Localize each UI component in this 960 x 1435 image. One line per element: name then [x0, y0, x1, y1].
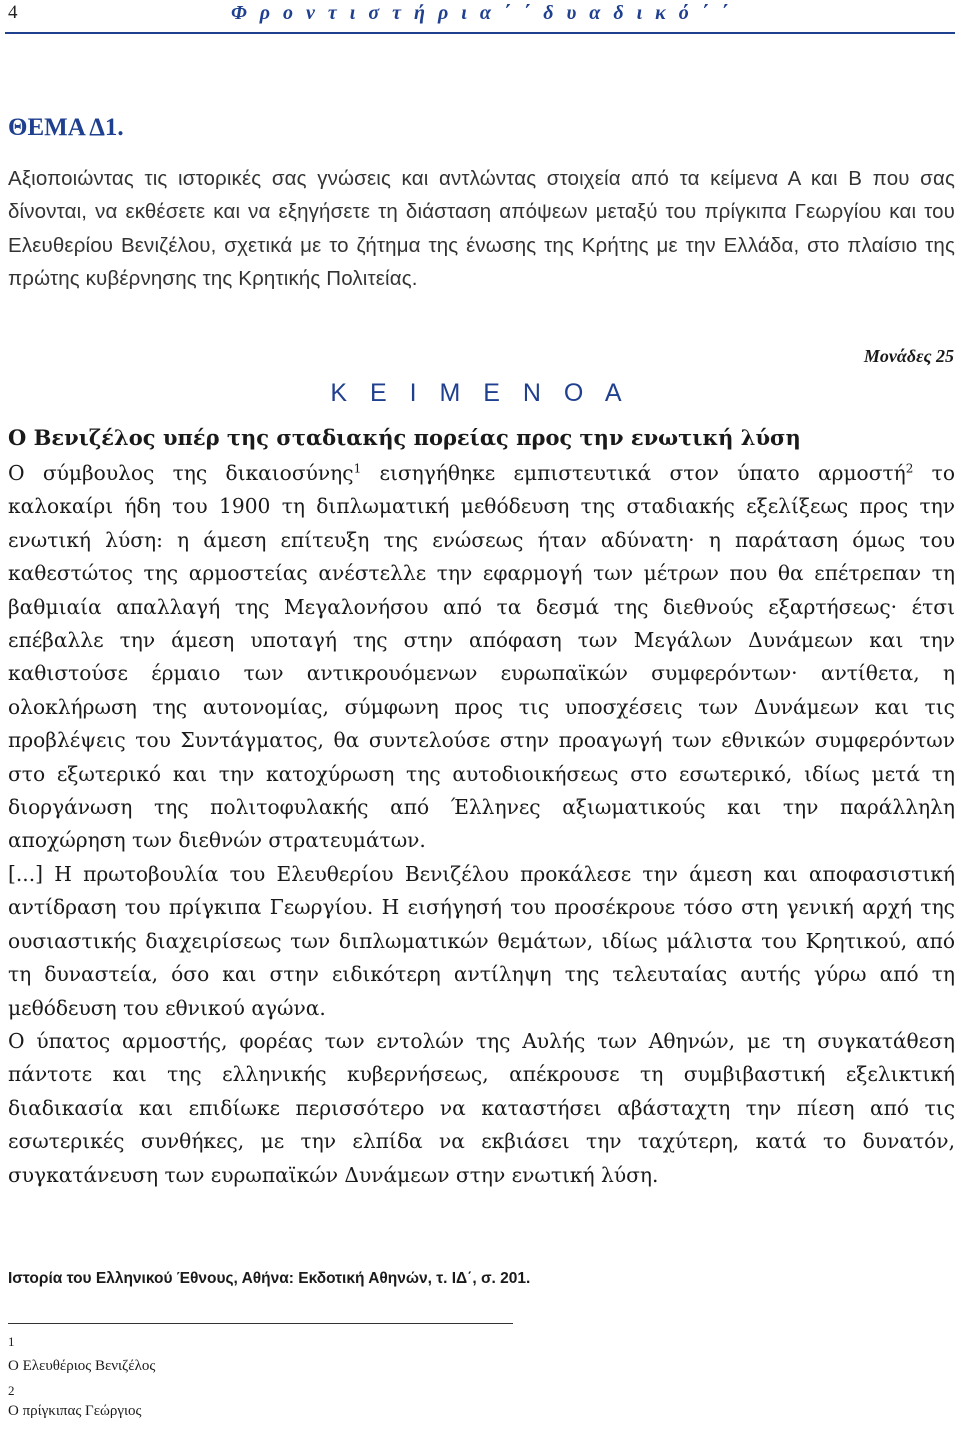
task-paragraph: Αξιοποιώντας τις ιστορικές σας γνώσεις και αντλώντας στοιχεία από τα κείμενα Α και Β που σας δίνονται, να εκθέσετε και να εξηγήσετε τη διάσταση απόψεων μεταξύ του πρίγκιπα Γεωργίου και του Ελευθερίου Βενιζέλου, σχετικά με το ζήτημα της ένωσης της Κρήτης με την Ελλάδα, στο πλαίσιο της πρώτης κυβέρνησης της Κρητικής Πολιτείας.	[8, 167, 955, 291]
footnote-number-2: 2	[8, 1383, 15, 1398]
source-paragraph-3: Ο ύπατος αρμοστής, φορέας των εντολών της Αυλής των Αθηνών, με τη συγκατάθεση πάντοτε και της ελληνικής κυβερνήσεως, απέκρουσε τη συμβιβαστική εξελικτική διαδικασία και επιδίωκε περισσότερο να καταστήσει αβάσταχτη την πίεση από τις εσωτερικές συνθήκες, με την ελπίδα να εκβιάσει την ταχύτερη, κατά το δυνατόν, συγκατάνευση των ευρωπαϊκών Δυνάμεων στην ενωτική λύση.	[8, 1028, 955, 1187]
header-divider	[5, 32, 955, 34]
footnote-text-2: Ο πρίγκιπας Γεώργιος	[8, 1403, 142, 1419]
footnote-number-1: 1	[8, 1334, 15, 1349]
header-title: Φ ρ ο ν τ ι σ τ ή ρ ι α ΄ ΄ δ υ α δ ι κ ό ΄ ΄	[230, 2, 730, 24]
footnote-ref-1: 1	[353, 461, 362, 476]
source-citation: Ιστορία του Ελληνικού Έθνους, Αθήνα: Εκδοτική Αθηνών, τ. ΙΔ΄, σ. 201.	[8, 1270, 531, 1287]
footnote-text-1: Ο Ελευθέριος Βενιζέλος	[8, 1358, 156, 1374]
page-header	[0, 0, 960, 34]
footnote-ref-2: 2	[905, 461, 914, 476]
source-heading: Κ Ε Ι Μ Ε Ν Ο Α	[330, 379, 630, 407]
source-paragraph-1: Ο σύμβουλος της δικαιοσύνης$^1$ εισηγήθηκε εμπιστευτικά στον ύπατο αρμοστή$^2$ το καλοκαίρι ήδη του 1900 τη διπλωματική μεθόδευση της σταδιακής εξελίξεως προς την ενωτική λύση: η άμεση επίτευξη της ενώσεως ήταν αδύνατη· η παράταση όμως του καθεστώτος της αρμοστείας ανέστελλε την εφαρμογή των μέτρων που θα επέτρεπαν τη βαθμιαία απαλλαγή της Μεγαλονήσου από τα δεσμά της διεθνούς εξαρτήσεως· έτσι επέβαλλε την άμεση υποταγή της στην απόφαση των Μεγάλων Δυνάμεων και την καθιστούσε έρμαιο των αντικρουόμενων ευρωπαϊκών συμφερόντων· αντίθετα, η ολοκλήρωση της αυτονομίας, σύμφωνη προς τις υποσχέσεις των Δυνάμεων και τις προβλέψεις του Συντάγματος, θα συντελούσε στην προαγωγή των εθνικών συμφερόντων στο εξωτερικό και την κατοχύρωση της αυτοδιοικήσεως στο εσωτερικό, ιδίως μετά τη διοργάνωση της πολιτοφυλακής από Έλληνες αξιωματικούς και την παράλληλη αποχώρηση των διεθνών στρατευμάτων.	[8, 461, 955, 853]
source-paragraph-2: [...] Η πρωτοβουλία του Ελευθερίου Βενιζέλου προκάλεσε την άμεση και αποφασιστική αντίδραση του πρίγκιπα Γεωργίου. Η εισήγησή του προσέκρουε τόσο στη γενική αρχή της ουσιαστικής διαχειρίσεως των διπλωματικών θεμάτων, ιδίως μάλιστα του Κρητικού, από τη δυναστεία, όσο και στην ειδικότερη αντίληψη της τελευταίας αυτής γύρω από τη μεθόδευση του εθνικού αγώνα.	[8, 861, 955, 1020]
source-subtitle: Ο Βενιζέλος υπέρ της σταδιακής πορείας προς την ενωτική λύση	[8, 425, 801, 450]
theme-title: ΘΕΜΑ Δ1.	[8, 114, 124, 141]
units-label: Μονάδες 25	[863, 346, 954, 366]
source-body	[8, 457, 955, 1192]
footnote-divider	[8, 1323, 513, 1324]
page-number: 4	[8, 2, 18, 23]
